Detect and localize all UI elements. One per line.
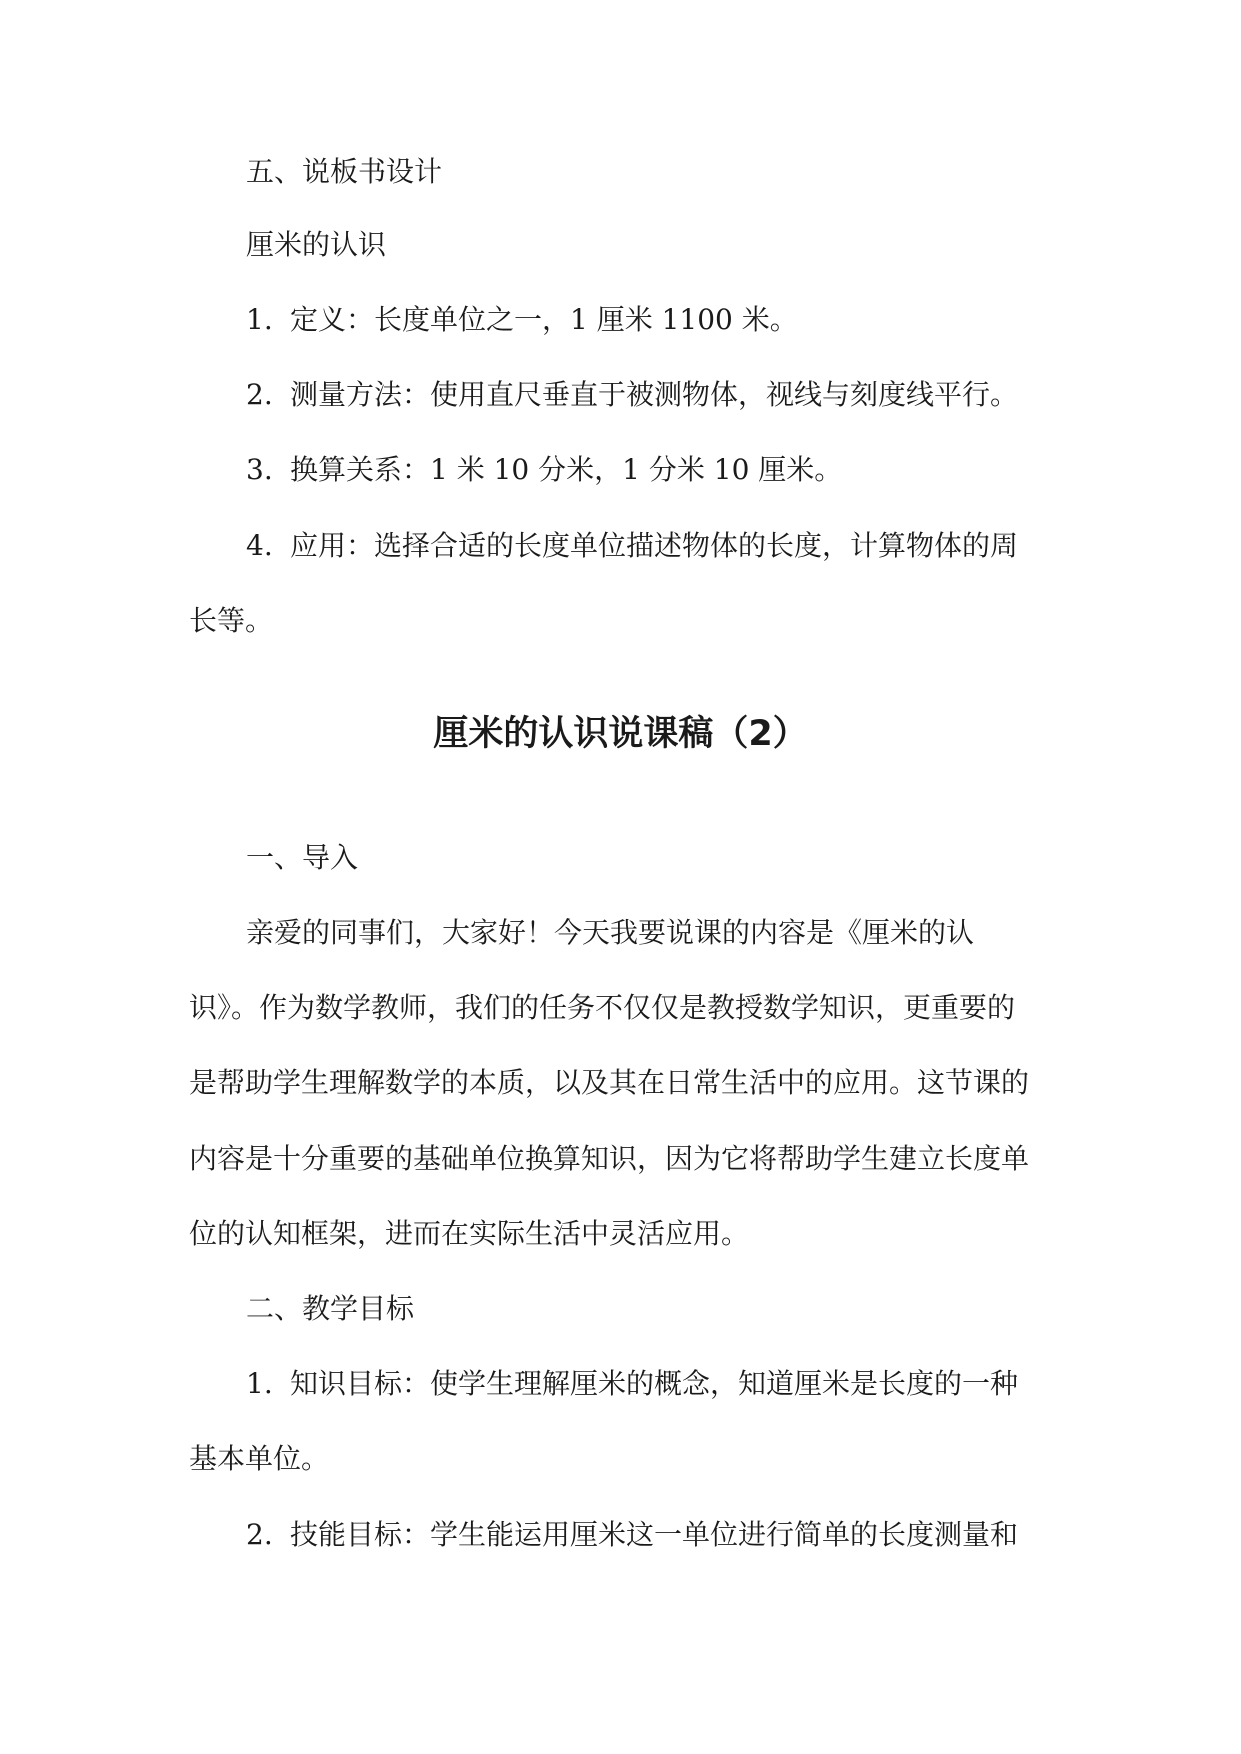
list-item: [0, 1364, 1241, 1404]
section2-heading: 二、教学目标: [246, 1292, 415, 1325]
list-item: [0, 1515, 1241, 1555]
list-item-text: 知识目标：使学生理解厘米的概念，知道厘米是长度的一种: [290, 1367, 1019, 1400]
list-item: [0, 526, 1241, 566]
list-item-number: 4.: [246, 529, 273, 562]
paragraph-line: 识》。作为数学教师，我们的任务不仅仅是教授数学知识，更重要的: [189, 991, 1016, 1024]
list-item: [0, 450, 1241, 490]
paragraph-line: 是帮助学生理解数学的本质，以及其在日常生活中的应用。这节课的: [189, 1066, 1030, 1099]
list-item-text: 技能目标：学生能运用厘米这一单位进行简单的长度测量和: [290, 1518, 1019, 1551]
list-item-number: 3.: [246, 453, 273, 486]
list-item-number: 2.: [246, 378, 273, 411]
section1-heading: 一、导入: [246, 841, 359, 874]
list-item-continuation: 长等。: [189, 604, 274, 637]
paragraph-line: 位的认知框架，进而在实际生活中灵活应用。: [189, 1217, 750, 1250]
section5-subtitle: 厘米的认识: [246, 228, 387, 261]
list-item-text: 测量方法：使用直尺垂直于被测物体，视线与刻度线平行。: [290, 378, 1019, 411]
list-item-text: 定义：长度单位之一，1 厘米 1100 米。: [290, 303, 798, 336]
list-item-text: 应用：选择合适的长度单位描述物体的长度，计算物体的周: [290, 529, 1019, 562]
list-item: [0, 300, 1241, 340]
section5-heading: 五、说板书设计: [246, 155, 443, 188]
list-item-number: 2.: [246, 1518, 273, 1551]
list-item-continuation: 基本单位。: [189, 1442, 330, 1475]
paragraph-line: 亲爱的同事们，大家好！今天我要说课的内容是《厘米的认: [246, 916, 975, 949]
document-title: 厘米的认识说课稿（2）: [433, 714, 808, 754]
list-item-number: 1.: [246, 1367, 273, 1400]
paragraph-line: 内容是十分重要的基础单位换算知识，因为它将帮助学生建立长度单: [189, 1142, 1030, 1175]
list-item-number: 1.: [246, 303, 273, 336]
list-item: [0, 375, 1241, 415]
list-item-text: 换算关系：1 米 10 分米，1 分米 10 厘米。: [290, 453, 843, 486]
